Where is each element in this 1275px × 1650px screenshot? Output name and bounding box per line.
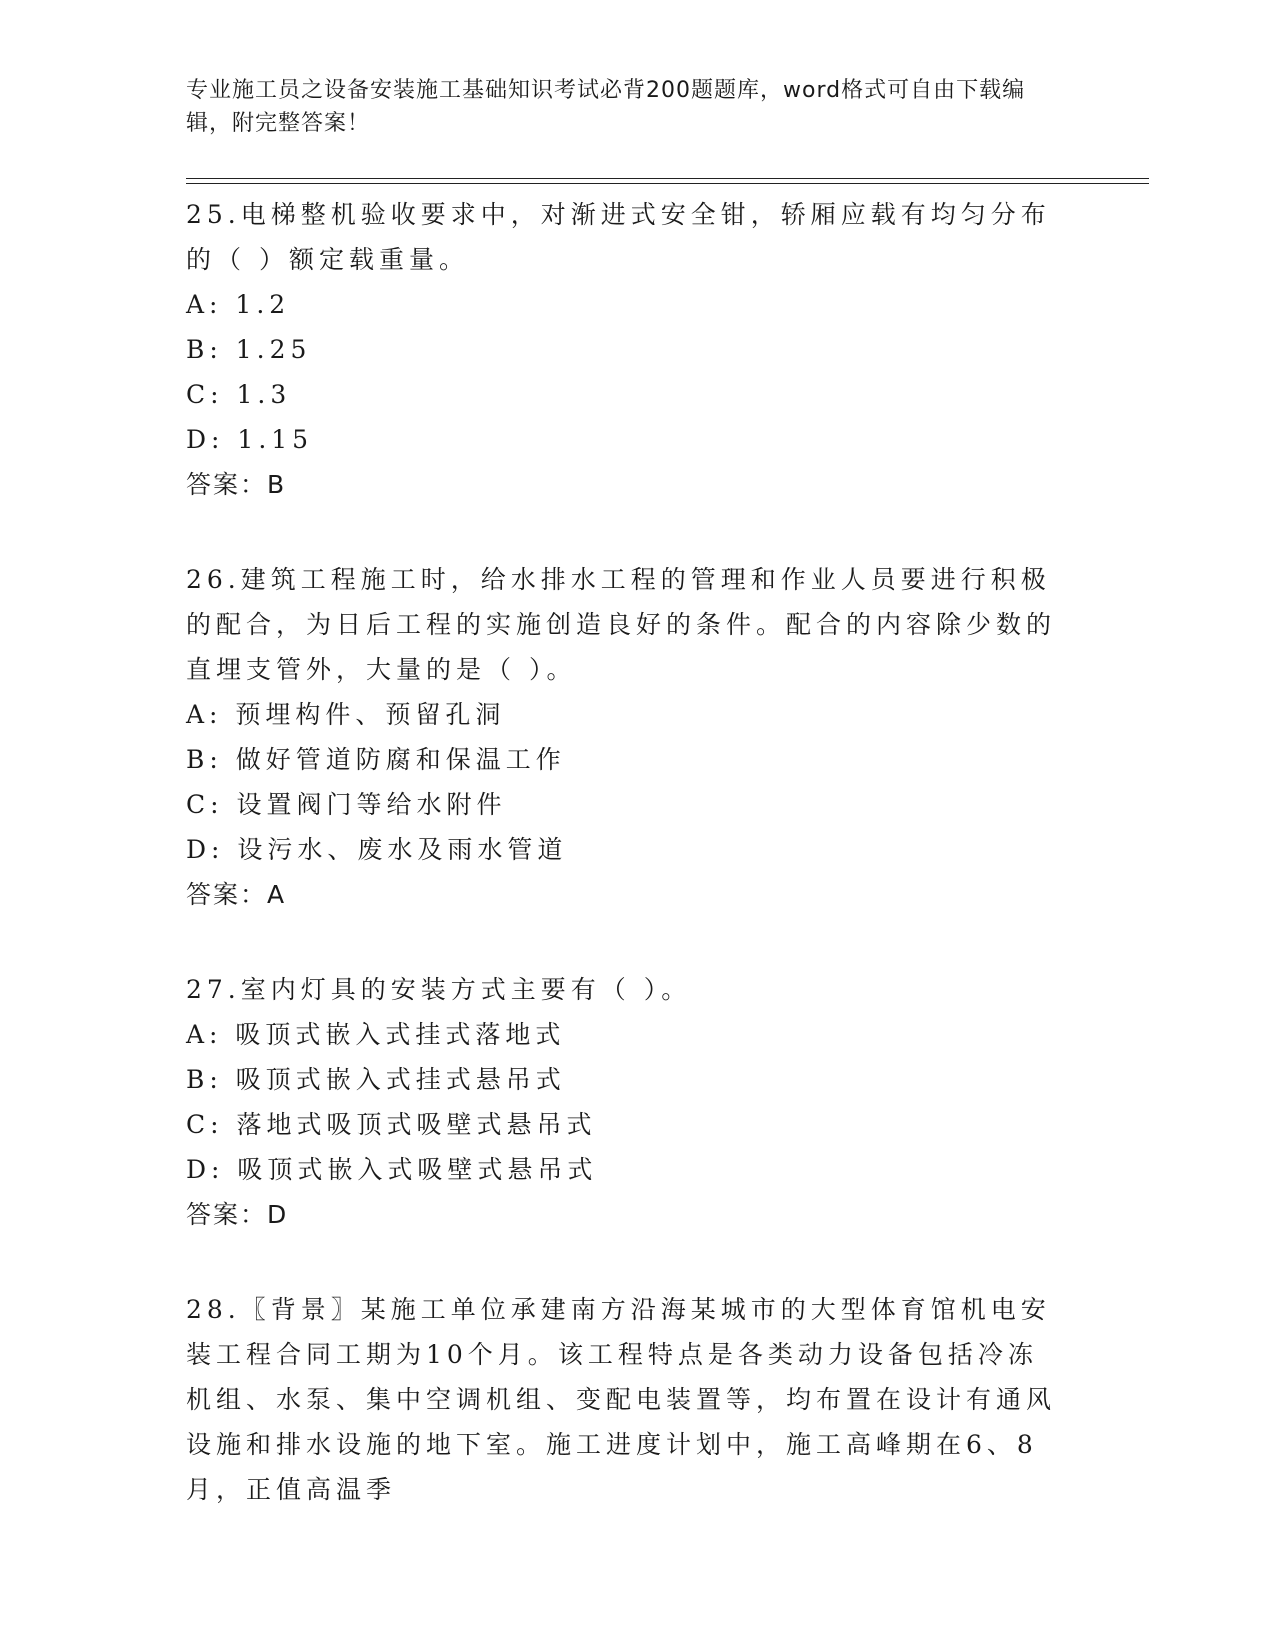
answer-label: 答案：B: [186, 470, 287, 499]
header-divider-top: [186, 178, 1149, 179]
option-d: D: 吸顶式嵌入式吸壁式悬吊式: [186, 1155, 598, 1184]
question-stem: 28.〖背景〗某施工单位承建南方沿海某城市的大型体育馆机电安装工程合同工期为10个月。该工程特点是各类动力设备包括冷冻机组、水泵、集中空调机组、变配电装置等，均布置在设计有通风设施和排水设施的地下室。施工进度计划中，施工高峰期在6、8月，正值高温季: [186, 1295, 1057, 1504]
option-d: D: 1.15: [186, 425, 314, 454]
document-header: [186, 74, 1066, 140]
document-title: 专业施工员之设备安装施工基础知识考试必背200题题库，word格式可自由下载编辑，附完整答案！: [186, 78, 1026, 136]
question-stem: 26.建筑工程施工时，给水排水工程的管理和作业人员要进行积极的配合，为日后工程的实施创造良好的条件。配合的内容除少数的直埋支管外，大量的是（ ）。: [186, 565, 1057, 684]
option-b: B: 吸顶式嵌入式挂式悬吊式: [186, 1065, 566, 1094]
question-stem: 27.室内灯具的安装方式主要有（ ）。: [186, 975, 692, 1004]
option-c: C: 1.3: [186, 380, 292, 409]
option-a: A: 吸顶式嵌入式挂式落地式: [186, 1020, 566, 1049]
option-b: B: 1.25: [186, 335, 312, 364]
option-b: B: 做好管道防腐和保温工作: [186, 745, 566, 774]
option-d: D: 设污水、废水及雨水管道: [186, 835, 568, 864]
question-list: [186, 192, 1066, 1562]
question-26: [186, 557, 1066, 917]
option-c: C: 落地式吸顶式吸壁式悬吊式: [186, 1110, 597, 1139]
question-27: [186, 967, 1066, 1237]
header-divider-bottom: [186, 183, 1149, 184]
option-a: A: 1.2: [186, 290, 291, 319]
question-28: [186, 1287, 1066, 1512]
answer-label: 答案：A: [186, 880, 287, 909]
option-a: A: 预埋构件、预留孔洞: [186, 700, 506, 729]
question-25: [186, 192, 1066, 507]
question-stem: 25.电梯整机验收要求中，对渐进式安全钳，轿厢应载有均匀分布的（ ）额定载重量。: [186, 200, 1051, 274]
answer-label: 答案：D: [186, 1200, 289, 1229]
option-c: C: 设置阀门等给水附件: [186, 790, 507, 819]
